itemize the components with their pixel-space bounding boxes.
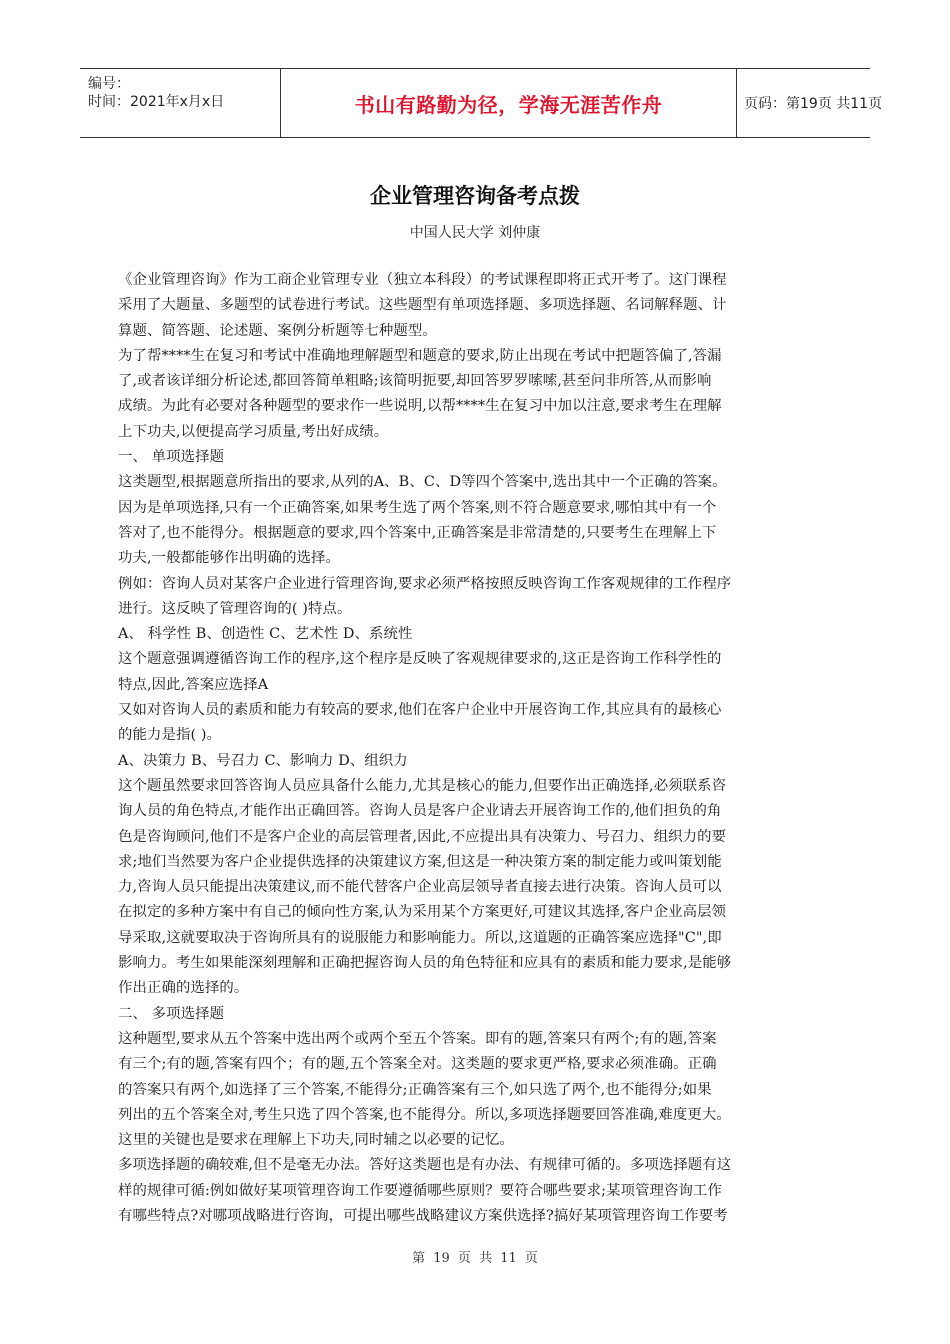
body-text-line: 有三个;有的题,答案有四个；有的题,五个答案全对。这类题的要求更严格,要求必须准确。正确 [118, 1056, 717, 1073]
body-text-line: 这个题虽然要求回答咨询人员应具备什么能力,尤其是核心的能力,但要作出正确选择,必须联系咨 [118, 777, 727, 794]
body-text-line: 多项选择题的确较难,但不是毫无办法。答好这类题也是有办法、有规律可循的。多项选择题有这 [118, 1157, 732, 1174]
page-footer: 第 19 页 共 11 页 [412, 1251, 538, 1266]
body-text-line: 算题、简答题、论述题、案例分析题等七种题型。 [118, 322, 437, 339]
body-text-line: 这里的关键也是要求在理解上下功夫,同时辅之以必要的记忆。 [118, 1132, 514, 1149]
body-text-line: 因为是单项选择,只有一个正确答案,如果考生选了两个答案,则不符合题意要求,哪怕其中有一个 [118, 499, 717, 516]
body-text-line: 在拟定的多种方案中有自己的倾向性方案,认为采用某个方案更好,可建议其选择,客户企业高层领 [118, 904, 727, 921]
body-text-line: 特点,因此,答案应选择A [118, 676, 269, 693]
header-info-cell [80, 69, 280, 137]
body-text-line: 成绩。为此有必要对各种题型的要求作一些说明,以帮****生在复习中加以注意,要求考生在理解 [118, 398, 722, 415]
body-text-line: 的答案只有两个,如选择了三个答案,不能得分;正确答案有三个,如只选了两个,也不能得分;如果 [118, 1081, 712, 1098]
body-text-line: 影响力。考生如果能深刻理解和正确把握咨询人员的角色特征和应具有的素质和能力要求,是能够 [118, 955, 732, 972]
body-text-line: 例如：咨询人员对某客户企业进行管理咨询,要求必须严格按照反映咨询工作客观规律的工作程序 [118, 575, 732, 592]
body-text-line: 样的规律可循:例如做好某项管理咨询工作要遵循哪些原则？要符合哪些要求;某项管理咨询工作 [118, 1182, 723, 1199]
document-body [118, 268, 840, 1229]
body-text-line: 功夫,一般都能够作出明确的选择。 [118, 550, 341, 567]
page-number-cell [736, 69, 883, 137]
body-text-line: 上下功夫,以便提高学习质量,考出好成绩。 [118, 423, 389, 440]
time-label: 时间：2021年x月x日 [88, 94, 225, 110]
body-text-line: 列出的五个答案全对,考生只选了四个答案,也不能得分。所以,多项选择题要回答准确,难度更大。 [118, 1106, 731, 1123]
body-text-line: 采用了大题量、多题型的试卷进行考试。这些题型有单项选择题、多项选择题、名词解释题、计 [118, 297, 727, 314]
body-text-line: 有哪些特点?对哪项战略进行咨询，可提出哪些战略建议方案供选择?搞好某项管理咨询工作要考 [118, 1207, 728, 1224]
body-text-line: 作出正确的选择的。 [118, 980, 249, 997]
document-author: 中国人民大学 刘仲康 [409, 225, 541, 241]
body-text-line: 这个题意强调遵循咨询工作的程序,这个程序是反映了客观规律要求的,这正是咨询工作科学性的 [118, 651, 722, 668]
body-text-line: 力,咨询人员只能提出决策建议,而不能代替客户企业高层领导者直接去进行决策。咨询人员可以 [118, 879, 722, 896]
body-text-line: 的能力是指( )。 [118, 727, 222, 744]
body-text-line: 二、 多项选择题 [118, 1005, 225, 1022]
document-title: 企业管理咨询备考点拨 [370, 184, 580, 208]
body-text-line: 答对了,也不能得分。根据题意的要求,四个答案中,正确答案是非常清楚的,只要考生在理解上下 [118, 524, 717, 541]
body-text-line: 这类题型,根据题意所指出的要求,从列的A、B、C、D等四个答案中,选出其中一个正确的答案。 [118, 474, 727, 491]
page-header [80, 68, 883, 138]
body-text-line: 询人员的角色特点,才能作出正确回答。咨询人员是客户企业请去开展咨询工作的,他们担负的角 [118, 803, 722, 820]
body-text-line: 色是咨询顾问,他们不是客户企业的高层管理者,因此,不应提出具有决策力、号召力、组织力的要 [118, 828, 727, 845]
page-number-label: 页码：第19页 共11页 [744, 96, 883, 112]
body-text-line: 《企业管理咨询》作为工商企业管理专业（独立本科段）的考试课程即将正式开考了。这门课程 [118, 272, 727, 288]
body-text-line: 进行。这反映了管理咨询的( )特点。 [118, 600, 352, 617]
motto-text: 书山有路勤为径，学海无涯苦作舟 [354, 92, 663, 117]
header-motto-cell [280, 69, 737, 137]
body-text-line: 了,或者该详细分析论述,都回答简单粗略;该简明扼要,却回答罗罗嗦嗦,甚至问非所答,从而影响 [118, 373, 712, 390]
body-text-line: 一、 单项选择题 [118, 449, 225, 466]
body-text-line: A、 科学性 B、创造性 C、艺术性 D、系统性 [118, 626, 413, 643]
body-text-line: 又如对咨询人员的素质和能力有较高的要求,他们在客户企业中开展咨询工作,其应具有的最核心 [118, 702, 722, 719]
body-text-line: 导采取,这就要取决于咨询所具有的说服能力和影响能力。所以,这道题的正确答案应选择"C",即 [118, 929, 722, 946]
body-text-line: A、决策力 B、号召力 C、影响力 D、组织力 [118, 752, 408, 769]
body-text-line: 这种题型,要求从五个答案中选出两个或两个至五个答案。即有的题,答案只有两个;有的题,答案 [118, 1030, 717, 1047]
number-label: 编号： [88, 76, 130, 92]
body-text-line: 求;地们当然要为客户企业提供选择的决策建议方案,但这是一种决策方案的制定能力或叫策划能 [118, 853, 722, 870]
body-text-line: 为了帮****生在复习和考试中准确地理解题型和题意的要求,防止出现在考试中把题答偏了,答漏 [118, 347, 722, 364]
